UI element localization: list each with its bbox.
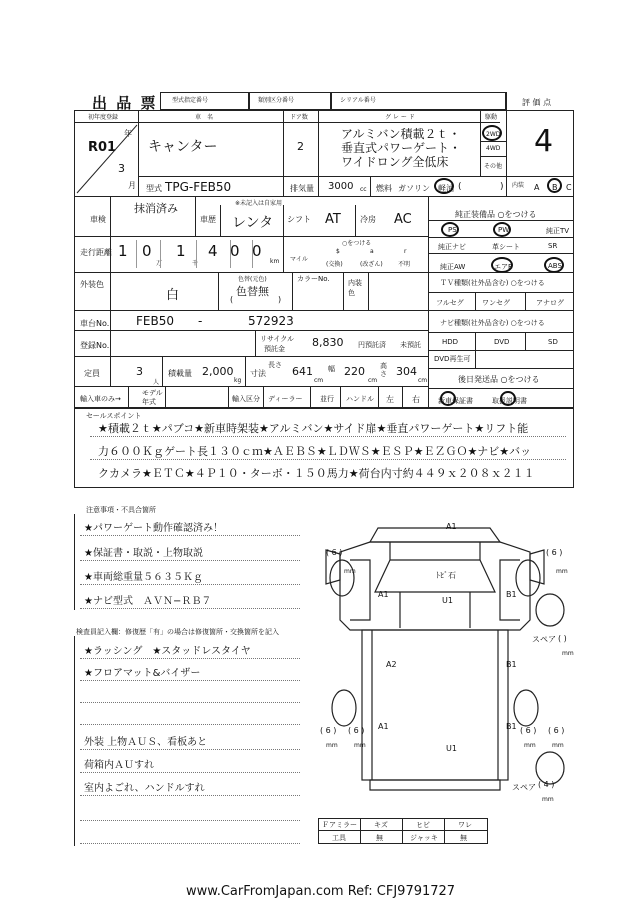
cc-unit: cc — [360, 186, 367, 193]
mark-r: r — [404, 248, 407, 255]
length-label: 長さ — [268, 361, 282, 369]
fuel-gas: ガソリン — [398, 184, 430, 193]
mileage-digit: 1 — [118, 242, 128, 260]
sales-points-line1: ★積載２ｔ★パブコ★新車時架装★アルミバン★サイド扉★垂直パワーゲート★リフト能 — [98, 422, 529, 435]
tv-label: ＴＶ種類(社外品含む) ○をつける — [440, 279, 545, 287]
tire-rlo-unit: mm — [326, 742, 338, 749]
length-unit: cm — [314, 377, 324, 384]
color-paren-open: ( — [230, 295, 234, 304]
displacement-label: 排気量 — [290, 184, 314, 193]
spare-rear-reading: ( 4 ) — [538, 780, 555, 789]
interior-b: B — [552, 183, 558, 192]
tv-oneseg: ワンセグ — [482, 299, 510, 307]
grade-line1: アルミバン積載２ｔ・ — [341, 127, 461, 141]
inspector-label: 検査員記入欄：修復歴「有」の場合は修復箇所・交換箇所を記入 — [76, 628, 279, 636]
diagram-right-rear-label: B1 — [506, 722, 517, 731]
mileage-digit: 4 — [208, 242, 218, 260]
tv-analog: アナログ — [536, 299, 564, 307]
tire-rli-value: 6 — [353, 726, 359, 735]
chassis-dash: - — [198, 314, 203, 328]
diagram-right-side-label: B1 — [506, 660, 517, 669]
equip-airbag-circle — [491, 257, 513, 273]
model-year-label-2: 年式 — [142, 398, 156, 406]
width-label: 幅 — [328, 365, 335, 373]
inspection-note: ※未記入は自家用 — [235, 200, 283, 207]
class-label: 類別区分番号 — [258, 97, 295, 104]
first-reg-era: R01 — [88, 140, 117, 155]
year-unit: 年 — [124, 129, 132, 138]
interior-color-label: 内装色 — [348, 279, 362, 297]
equip-nav: 純正ナビ — [438, 243, 466, 251]
legend-value: 無 — [460, 834, 467, 842]
later-warranty-circle — [440, 391, 456, 406]
width-value: 220 — [344, 365, 365, 378]
inspector-item: ★ラッシング ★スタッドレスタイヤ — [84, 646, 251, 657]
later-manual: 取扱説明書 — [492, 397, 527, 405]
nav-sd: SD — [548, 338, 558, 346]
drive-label: 駆動 — [485, 114, 498, 121]
history-label: 車歴 — [200, 215, 216, 224]
diagram-windshield-label: ﾄﾋﾞ石 — [436, 571, 456, 580]
handle-right: 右 — [412, 395, 420, 404]
nav-dvd: DVD — [494, 338, 510, 346]
interior-b-circle — [547, 178, 562, 193]
diagram-right-front-label: B1 — [506, 590, 517, 599]
tire-rli-unit: mm — [354, 742, 366, 749]
spare-rear-unit: mm — [542, 796, 554, 803]
unit-km: km — [270, 258, 280, 265]
sales-points-line3: クカメラ★ＥＴＣ★４Ｐ１０・ターボ・１５０馬力★荷台内寸約４４９ｘ２０８ｘ２１１ — [98, 467, 535, 480]
diagram-left-rear-label: A1 — [378, 722, 389, 731]
diagram-front-label: A1 — [446, 522, 457, 531]
nav-hdd: HDD — [442, 338, 459, 346]
mileage-digits — [112, 238, 282, 268]
mileage-digit: 1 — [176, 242, 186, 260]
equip-tv: 純正TV — [546, 227, 570, 235]
grade-line3: ワイドロング全低床 — [341, 155, 449, 169]
equip-abs-circle — [544, 257, 564, 273]
diagram-rear-label: U1 — [446, 744, 457, 753]
inspector-item: 室内よごれ、ハンドルすれ — [84, 783, 205, 794]
type-value: TPG-FEB50 — [165, 180, 232, 194]
tire-rear-right-outer: ( 6 ) — [548, 726, 565, 735]
spare-front-unit: mm — [562, 650, 574, 657]
exterior-label: 外装色 — [80, 280, 104, 289]
unit-sen: 千 — [192, 260, 199, 267]
displacement-value: 3000 — [328, 181, 354, 192]
first-reg-label: 初年度登録 — [88, 114, 119, 121]
fuel-diesel-circle — [434, 178, 454, 194]
capacity-value: 3 — [136, 365, 143, 378]
capacity-label: 定員 — [84, 369, 100, 378]
chassis-label: 車台No. — [80, 319, 110, 328]
tire-fl-value: 6 — [331, 548, 337, 557]
import-class-label: 輸入区分 — [232, 395, 260, 403]
parallel: 並行 — [320, 395, 334, 403]
diagram-left-side-label: A2 — [386, 660, 397, 669]
capacity-unit: 人 — [153, 379, 160, 386]
tire-rear-left-inner: ( 6 ) — [348, 726, 365, 735]
mileage-digit: 0 — [230, 242, 240, 260]
score-value: 4 — [534, 124, 554, 159]
legend-header: ワレ — [458, 821, 472, 829]
equip-airbag: エアB — [494, 263, 513, 271]
mileage-digit: 0 — [142, 242, 152, 260]
width-unit: cm — [368, 377, 378, 384]
dvd-player: DVD再生可 — [434, 355, 471, 363]
nav-label: ナビ種類(社外品含む) ○をつける — [440, 319, 545, 327]
tire-front-left: ( 6 ) — [326, 548, 343, 557]
equip-pw-circle — [493, 222, 511, 237]
fuel-diesel: 軽油 — [438, 184, 454, 193]
tv-fullseg: フルセグ — [436, 299, 464, 307]
dealer: ディーラー — [268, 395, 303, 403]
tire-front-right: ( 6 ) — [546, 548, 563, 557]
legend-value: ジャッキ — [410, 834, 438, 842]
legend-header: Ｆアミラー — [322, 821, 357, 829]
later-manual-circle — [500, 391, 516, 406]
drive-2wd-circle — [482, 125, 502, 141]
later-label: 後日発送品 ○をつける — [458, 375, 540, 384]
legend-header: ヒビ — [416, 821, 430, 829]
interior-c: C — [566, 183, 572, 192]
note-item: ★保証書・取説・上物取説 — [84, 548, 203, 559]
doors-label: ドア数 — [290, 114, 308, 121]
grade-label: グ レ ー ド — [385, 114, 415, 121]
tire-fl-unit: mm — [344, 568, 356, 575]
color-change-value: 色替無 — [236, 285, 269, 298]
tire-rear-right-inner: ( 6 ) — [520, 726, 537, 735]
equip-ps-circle — [441, 222, 459, 237]
equip-label: 純正装備品 ○をつける — [455, 210, 537, 219]
equip-abs: ABS — [548, 262, 562, 270]
car-name-label: 車 名 — [195, 114, 214, 121]
ac-label: 冷房 — [360, 215, 376, 224]
type-label: 型式 — [146, 184, 162, 193]
size-label: 寸法 — [250, 369, 266, 378]
mile-label: マイル — [290, 256, 308, 263]
later-new-warranty: 新車保証書 — [438, 397, 473, 405]
page-title: 出 品 票 — [92, 94, 158, 112]
inspector-item: 荷箱内ＡＵすれ — [84, 760, 154, 771]
drive-2wd: 2WD — [486, 131, 501, 138]
first-reg-slash — [75, 123, 138, 195]
length-value: 641 — [292, 365, 313, 378]
color-no-label: カラーNo. — [297, 275, 330, 283]
tire-rri-unit: mm — [524, 742, 536, 749]
diagram-hood-label: U1 — [442, 596, 453, 605]
mileage-circle-label: ○をつける — [342, 240, 372, 247]
equip-sr: SR — [548, 242, 558, 250]
equip-ps: PS — [448, 226, 457, 234]
reg-no-label: 登録No. — [80, 341, 110, 350]
equip-leather: 革シート — [492, 243, 520, 251]
tamper-label: (改ざん) — [360, 261, 383, 268]
exterior-value: 白 — [166, 288, 180, 303]
first-reg-month: 3 — [118, 162, 125, 175]
mark-s: $ — [336, 248, 340, 255]
import-label: 輸入車のみ→ — [80, 395, 121, 403]
interior-label: 内装 — [512, 182, 525, 189]
model-year-label-1: モデル — [142, 389, 163, 397]
mileage-label: 走行距離 — [80, 248, 112, 257]
spare-front-reading: ( ) — [558, 634, 567, 643]
tire-rear-left-outer: ( 6 ) — [320, 726, 337, 735]
spare-rear-label: スペア — [512, 783, 536, 792]
note-item: ★車両総重量５６３５Ｋｇ — [84, 572, 203, 583]
interior-a: A — [534, 183, 540, 192]
handle-left: 左 — [386, 395, 394, 404]
recycle-label-2: 預託金 — [264, 345, 285, 353]
unknown-label: 不明 — [398, 261, 411, 268]
fuel-label: 燃料 — [376, 184, 392, 193]
drive-4wd: 4WD — [486, 145, 501, 152]
tire-fr-unit: mm — [556, 568, 568, 575]
mark-a: a — [370, 248, 374, 255]
note-item: ★パワーゲート動作確認済み！ — [84, 523, 223, 534]
inspector-item: ★フロアマット&バイザー — [84, 668, 201, 679]
tire-rro-value: 6 — [553, 726, 559, 735]
chassis-model: FEB50 — [136, 314, 174, 328]
equip-pw: PW — [498, 226, 510, 234]
color-paren-close: ) — [278, 295, 282, 304]
drive-other: その他 — [484, 163, 503, 170]
tire-rri-value: 6 — [525, 726, 531, 735]
chassis-number: 572923 — [248, 314, 294, 328]
notes-label: 注意事項・不具合箇所 — [86, 506, 156, 514]
inspection-value: 抹消済み — [134, 202, 178, 215]
serial-label: シリアル番号 — [340, 97, 376, 104]
tire-rlo-value: 6 — [325, 726, 331, 735]
load-unit: kg — [234, 377, 242, 384]
legend-value: 無 — [376, 834, 383, 842]
recycle-value: 8,830 — [312, 336, 344, 349]
doors-value: 2 — [297, 140, 304, 153]
legend-header: キズ — [374, 821, 388, 829]
height-label: 高さ — [380, 362, 387, 378]
inspector-item: 外装 上物ＡＵＳ、看板あと — [84, 737, 208, 748]
car-name: キャンター — [148, 139, 218, 155]
history-value: レンタ — [232, 215, 274, 231]
fuel-paren-open: ( — [458, 182, 462, 192]
load-label: 積載量 — [168, 369, 192, 378]
note-item: ★ナビ型式 ＡＶＮ−ＲＢ７ — [84, 596, 212, 607]
load-value: 2,000 — [202, 365, 234, 378]
inspection-label: 車検 — [90, 215, 106, 224]
recycle-pending: 未預託 — [400, 341, 421, 349]
unit-man: 万 — [156, 260, 163, 267]
color-change-label: 色替(元色) — [238, 276, 267, 283]
fuel-paren-close: ) — [500, 182, 504, 192]
recycle-label-1: リサイクル — [260, 335, 295, 343]
model-code-label: 型式指定番号 — [172, 97, 209, 104]
equip-aw: 純正AW — [440, 263, 466, 271]
height-value: 304 — [396, 365, 417, 378]
sales-points-line2: 力６００Ｋｇゲート長１３０ｃｍ★ＡＥＢＳ★ＬＤＷＳ★ＥＳＰ★ＥＺＧＯ★ナビ★バッ — [98, 445, 532, 458]
exchange-label: (交換) — [326, 261, 343, 268]
month-unit: 月 — [128, 181, 136, 190]
handle-label: ハンドル — [346, 395, 374, 403]
height-unit: cm — [418, 377, 428, 384]
shift-value: AT — [325, 212, 341, 227]
score-label: 評 価 点 — [522, 98, 552, 107]
tire-rro-unit: mm — [552, 742, 564, 749]
shift-label: シフト — [287, 215, 311, 224]
spare-rear-value: 4 — [543, 780, 549, 789]
sales-points-label: セールスポイント — [86, 412, 142, 420]
recycle-unit: 円預託済 — [358, 341, 386, 349]
mileage-digit: 0 — [252, 242, 262, 260]
ac-value: AC — [394, 212, 412, 227]
legend-value: 工具 — [332, 834, 346, 842]
footer-watermark[interactable]: www.CarFromJapan.com Ref: CFJ9791727 — [186, 884, 456, 899]
tire-fr-value: 6 — [551, 548, 557, 557]
spare-front-label: スペア — [532, 635, 556, 644]
grade-line2: 垂直式パワーゲート・ — [341, 141, 462, 155]
diagram-left-front-label: A1 — [378, 590, 389, 599]
